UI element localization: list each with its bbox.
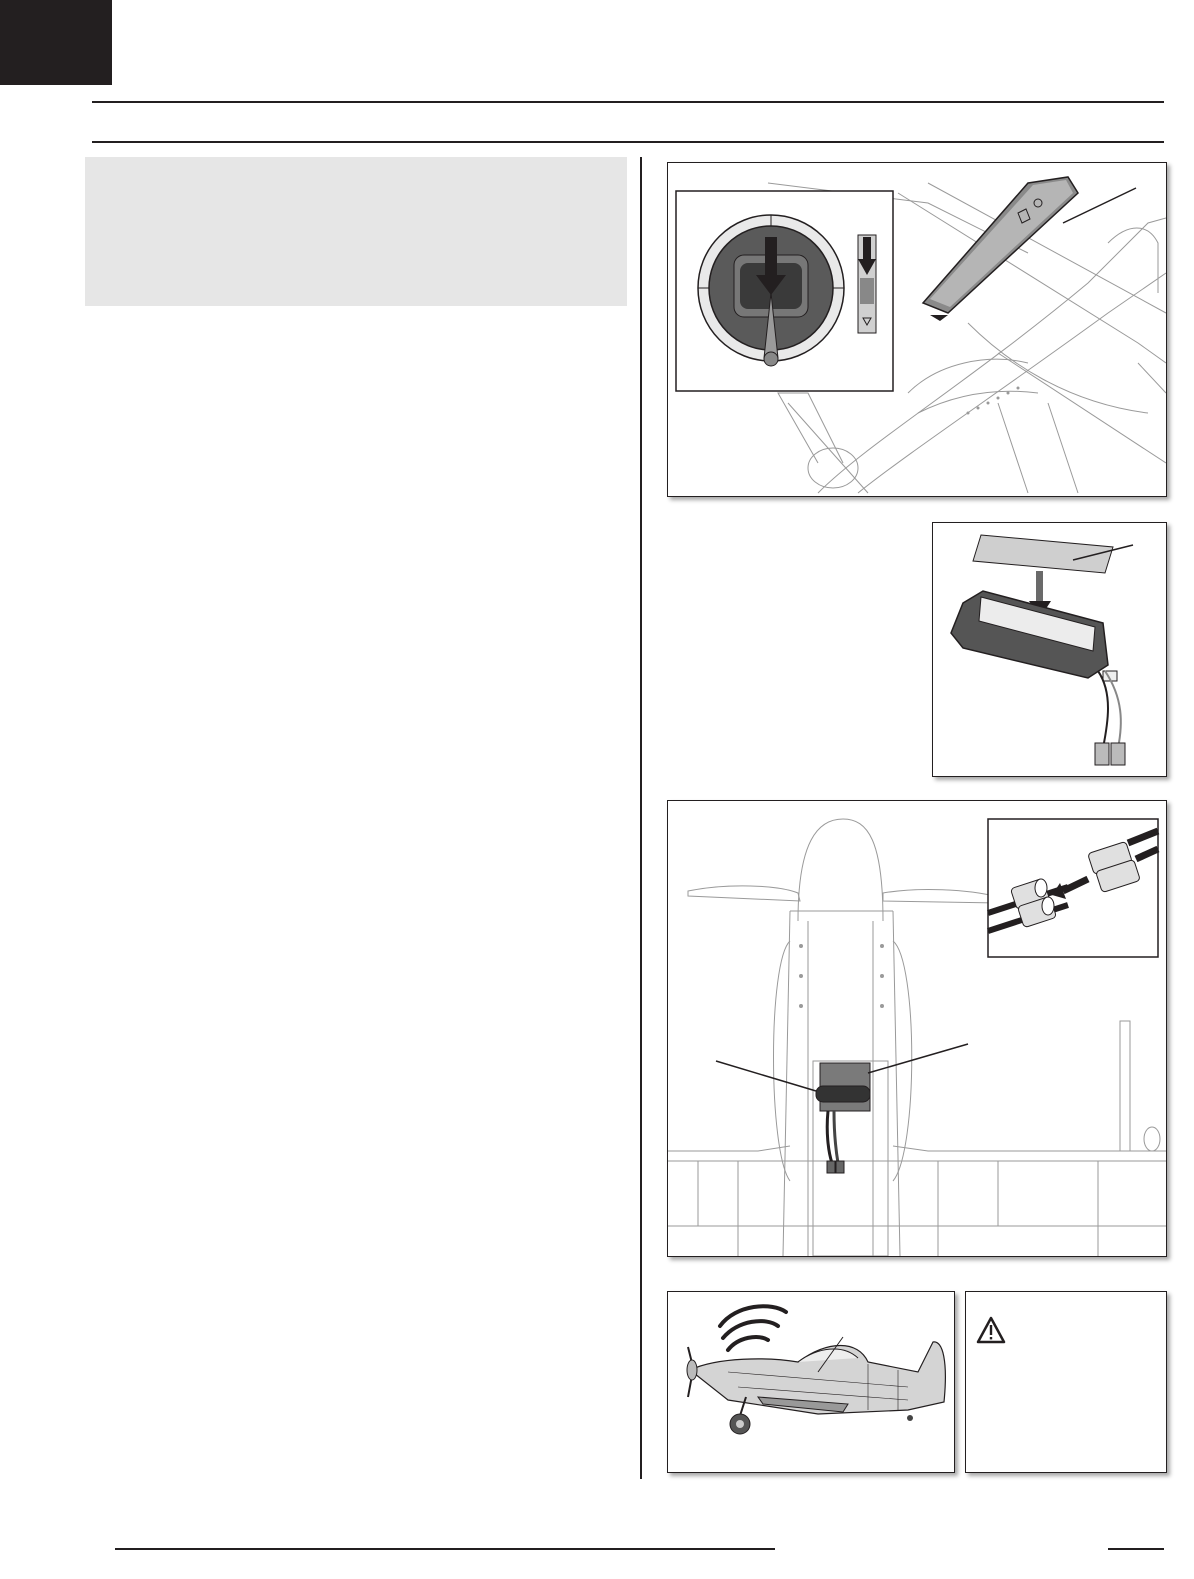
footer-rule: [115, 1548, 775, 1550]
figure-battery-install: [667, 800, 1167, 1257]
footer-page-rule: [1108, 1548, 1164, 1550]
trim-slider-icon: [858, 235, 876, 333]
signal-waves-icon: [720, 1306, 786, 1350]
aircraft-side-illustration: [668, 1292, 954, 1472]
section-title: [92, 108, 1164, 136]
language-tab: [0, 0, 112, 85]
aircraft-top-illustration: [668, 163, 1166, 496]
header-rule-top: [92, 101, 1164, 103]
warning-box: [965, 1291, 1167, 1473]
figure-transmitter-binding: [667, 162, 1167, 497]
aircraft-underside-illustration: [668, 801, 1166, 1256]
battery-illustration: [933, 523, 1166, 776]
figure-signal-check: [667, 1291, 955, 1473]
figure-battery-hook-loop: [932, 522, 1167, 777]
warning-triangle-icon: [976, 1316, 1006, 1344]
header-rule-bottom: [92, 141, 1164, 143]
notice-box: [85, 157, 627, 306]
battery-hatch-icon: [923, 177, 1078, 321]
column-divider: [640, 157, 642, 1479]
